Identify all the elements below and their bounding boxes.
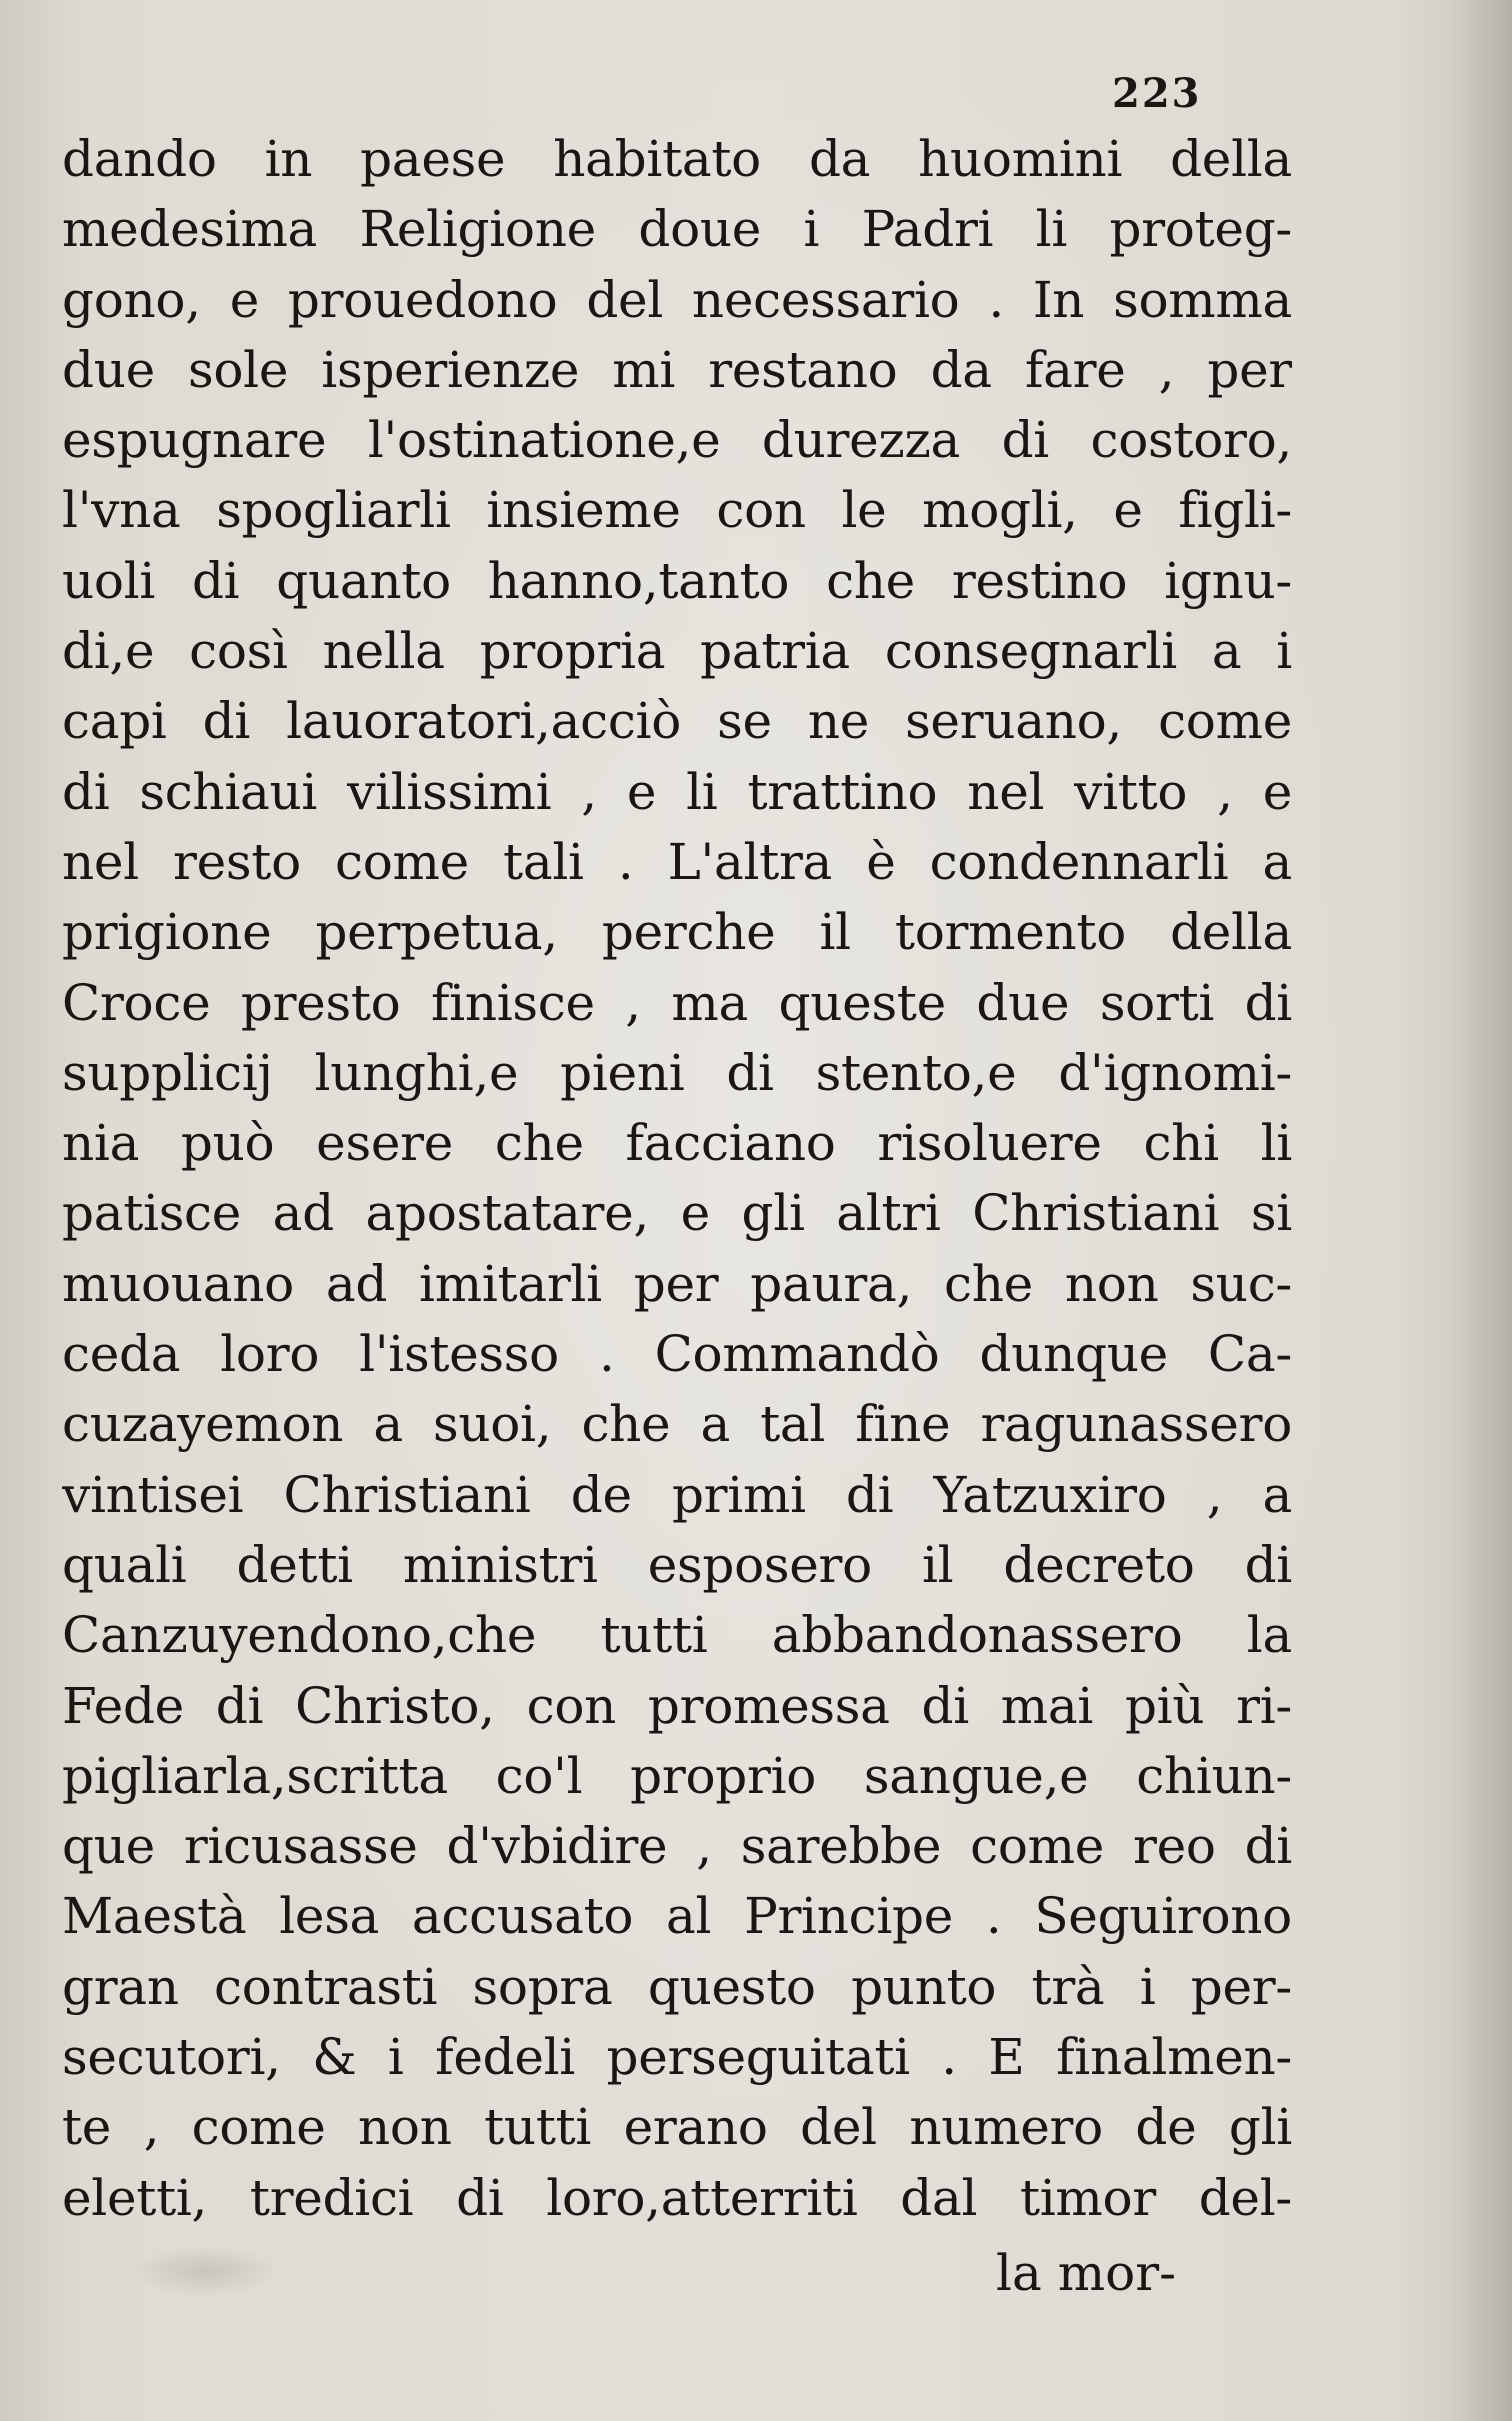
text-line: Maestà lesa accusato al Principe . Seguirono (62, 1887, 1292, 1946)
text-line: l'vna spogliarli insieme con le mogli, e figli- (62, 481, 1292, 540)
text-line: que ricusasse d'vbidire , sarebbe come reo di (62, 1817, 1292, 1876)
text-line: capi di lauoratori,acciò se ne seruano, come (62, 692, 1292, 751)
text-line: uoli di quanto hanno,tanto che restino ignu- (62, 551, 1292, 610)
text-line: prigione perpetua, perche il tormento della (62, 903, 1292, 962)
text-line: gran contrasti sopra questo punto trà i per- (62, 1957, 1292, 2016)
text-line: due sole isperienze mi restano da fare , per (62, 340, 1292, 399)
text-line: Canzuyendono,che tutti abbandonassero la (62, 1606, 1292, 1665)
text-line: eletti, tredici di loro,atterriti dal timor del- (62, 2168, 1292, 2227)
text-line: dando in paese habitato da huomini della (62, 130, 1292, 188)
text-line: muouano ad imitarli per paura, che non suc- (62, 1254, 1292, 1313)
text-line: vintisei Christiani de primi di Yatzuxiro , a (62, 1465, 1292, 1524)
text-line: Croce presto finisce , ma queste due sorti di (62, 973, 1292, 1032)
text-line: cuzayemon a suoi, che a tal fine ragunassero (62, 1395, 1292, 1454)
text-line: di schiaui vilissimi , e li trattino nel vitto , e (62, 762, 1292, 821)
text-line: espugnare l'ostinatione,e durezza di costoro, (62, 411, 1292, 470)
text-line: medesima Religione doue i Padri li proteg- (62, 200, 1292, 259)
page-number: 223 (1112, 70, 1202, 117)
text-line: ceda loro l'istesso . Commandò dunque Ca- (62, 1325, 1292, 1384)
text-line: nel resto come tali . L'altra è condennarli a (62, 832, 1292, 891)
text-line: nia può esere che facciano risoluere chi li (62, 1114, 1292, 1173)
catchword: la mor- (996, 2244, 1177, 2302)
text-line: supplicij lunghi,e pieni di stento,e d'ignomi- (62, 1043, 1292, 1102)
text-line: di,e così nella propria patria consegnarli a i (62, 622, 1292, 681)
text-line: Fede di Christo, con promessa di mai più ri- (62, 1676, 1292, 1735)
text-line: te , come non tutti erano del numero de gli (62, 2098, 1292, 2157)
page-edge-shadow (1452, 0, 1512, 2421)
text-line: gono, e prouedono del necessario . In somma (62, 270, 1292, 329)
body-text (62, 124, 1292, 2233)
text-line: secutori, & i fedeli perseguitati . E finalmen- (62, 2028, 1292, 2087)
text-line: quali detti ministri esposero il decreto di (62, 1535, 1292, 1594)
text-line: patisce ad apostatare, e gli altri Christiani si (62, 1184, 1292, 1243)
text-line: pigliarla,scritta co'l proprio sangue,e chiun- (62, 1746, 1292, 1805)
ink-bleed-through (130, 2246, 280, 2296)
